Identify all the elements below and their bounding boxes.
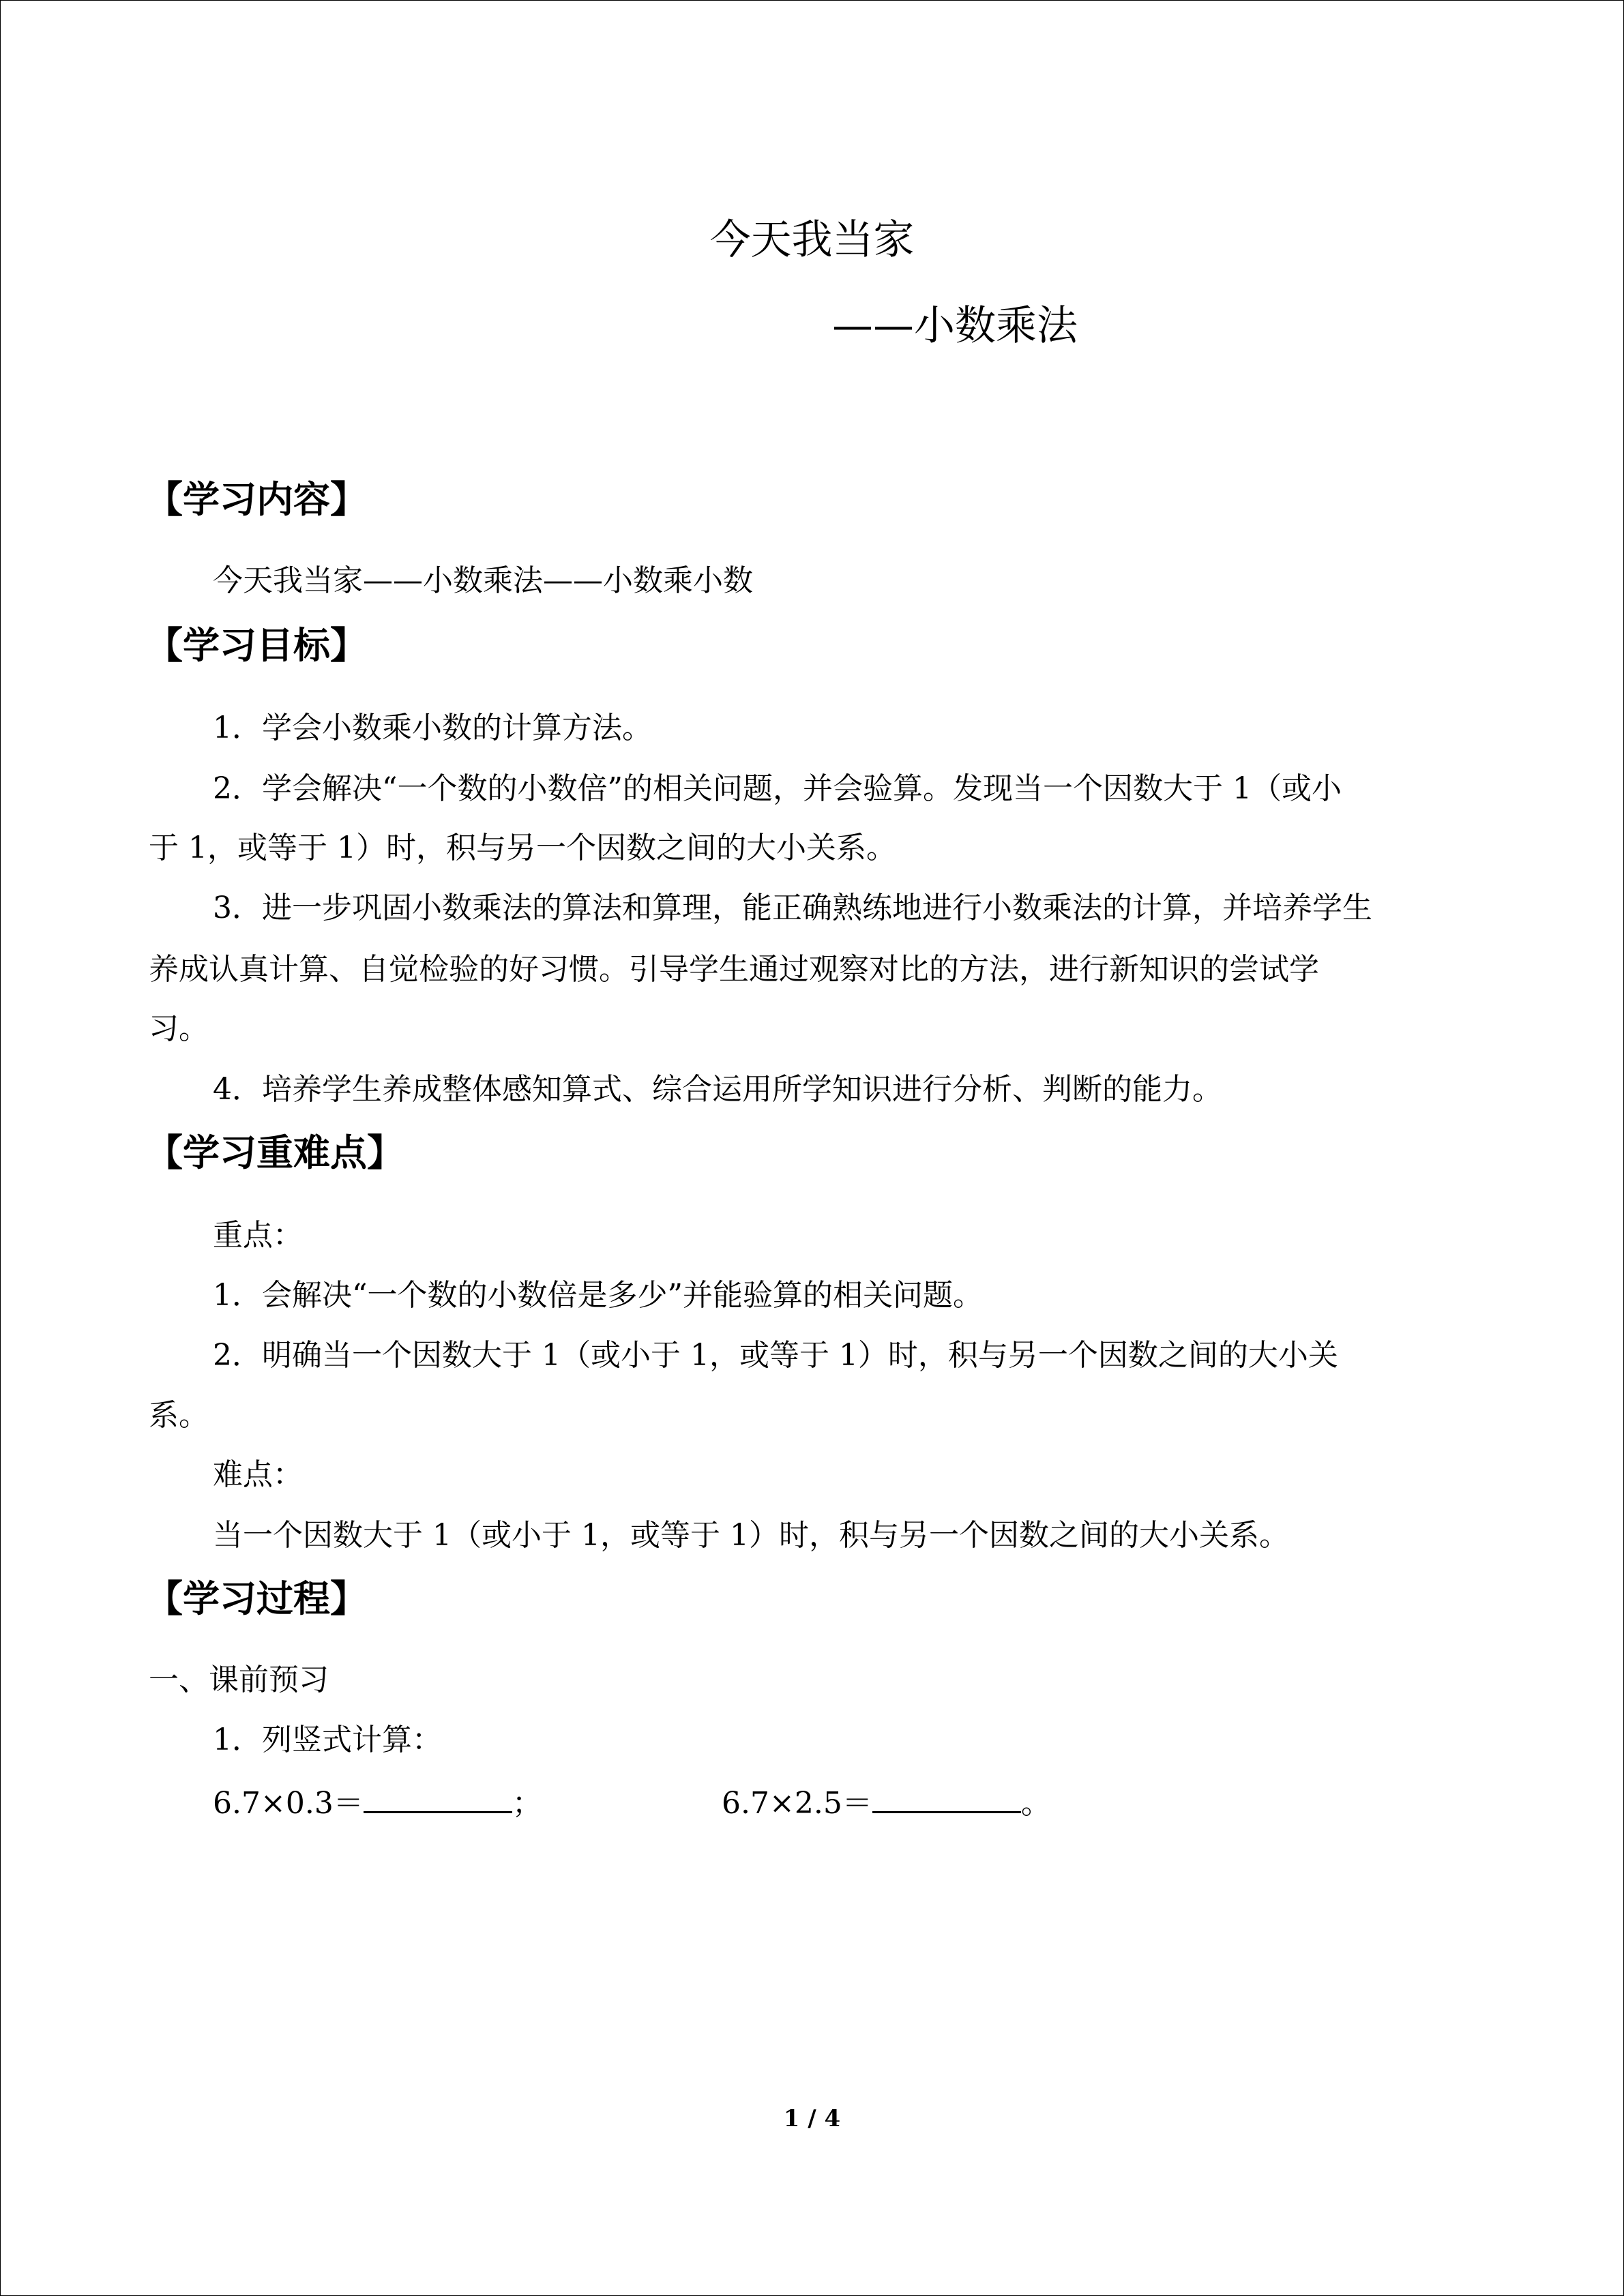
key-point-line: 当一个因数大于 1（或小于 1，或等于 1）时，积与另一个因数之间的大小关系。 xyxy=(213,1518,1289,1553)
key-point-line: 重点： xyxy=(213,1218,303,1253)
goal-line: 1．学会小数乘小数的计算方法。 xyxy=(213,711,652,745)
goal-line: 3．进一步巩固小数乘法的算法和算理，能正确熟练地进行小数乘法的计算，并培养学生 xyxy=(213,891,1372,925)
answer-blank-1[interactable] xyxy=(364,1781,512,1813)
key-point-line: 系。 xyxy=(149,1398,209,1433)
goal-line: 于 1，或等于 1）时，积与另一个因数之间的大小关系。 xyxy=(149,831,896,865)
key-point-line: 难点： xyxy=(213,1457,303,1492)
exercise-1 xyxy=(213,1781,542,1824)
heading-content: 【学习内容】 xyxy=(146,478,367,521)
content-text: 今天我当家——小数乘法——小数乘小数 xyxy=(213,563,753,598)
process-item: 1．列竖式计算： xyxy=(213,1723,442,1757)
goal-line: 养成认真计算、自觉检验的好习惯。引导学生通过观察对比的方法，进行新知识的尝试学 xyxy=(149,952,1319,987)
goal-line: 4．培养学生养成整体感知算式、综合运用所学知识进行分析、判断的能力。 xyxy=(213,1072,1222,1107)
exercise-2-expression: 6.7×2.5＝ xyxy=(722,1786,872,1821)
exercise-1-expression: 6.7×0.3＝ xyxy=(213,1786,364,1821)
heading-process: 【学习过程】 xyxy=(146,1577,367,1620)
heading-goals: 【学习目标】 xyxy=(146,624,367,667)
exercise-2-punct: 。 xyxy=(1020,1786,1051,1821)
heading-key-points: 【学习重难点】 xyxy=(146,1131,404,1174)
page-number: 1 / 4 xyxy=(783,2105,841,2132)
answer-blank-2[interactable] xyxy=(872,1781,1021,1813)
exercise-2 xyxy=(722,1781,1051,1824)
exercise-1-punct: ； xyxy=(512,1786,542,1821)
goal-line: 2．学会解决“一个数的小数倍”的相关问题，并会验算。发现当一个因数大于 1（或小 xyxy=(213,771,1342,806)
key-point-line: 2．明确当一个因数大于 1（或小于 1，或等于 1）时，积与另一个因数之间的大小关 xyxy=(213,1338,1338,1373)
document-subtitle: ——小数乘法 xyxy=(832,302,1078,350)
goal-line: 习。 xyxy=(149,1011,209,1046)
key-point-line: 1．会解决“一个数的小数倍是多少”并能验算的相关问题。 xyxy=(213,1278,983,1313)
document-title: 今天我当家 xyxy=(709,216,915,264)
part1-title: 一、课前预习 xyxy=(149,1663,329,1697)
